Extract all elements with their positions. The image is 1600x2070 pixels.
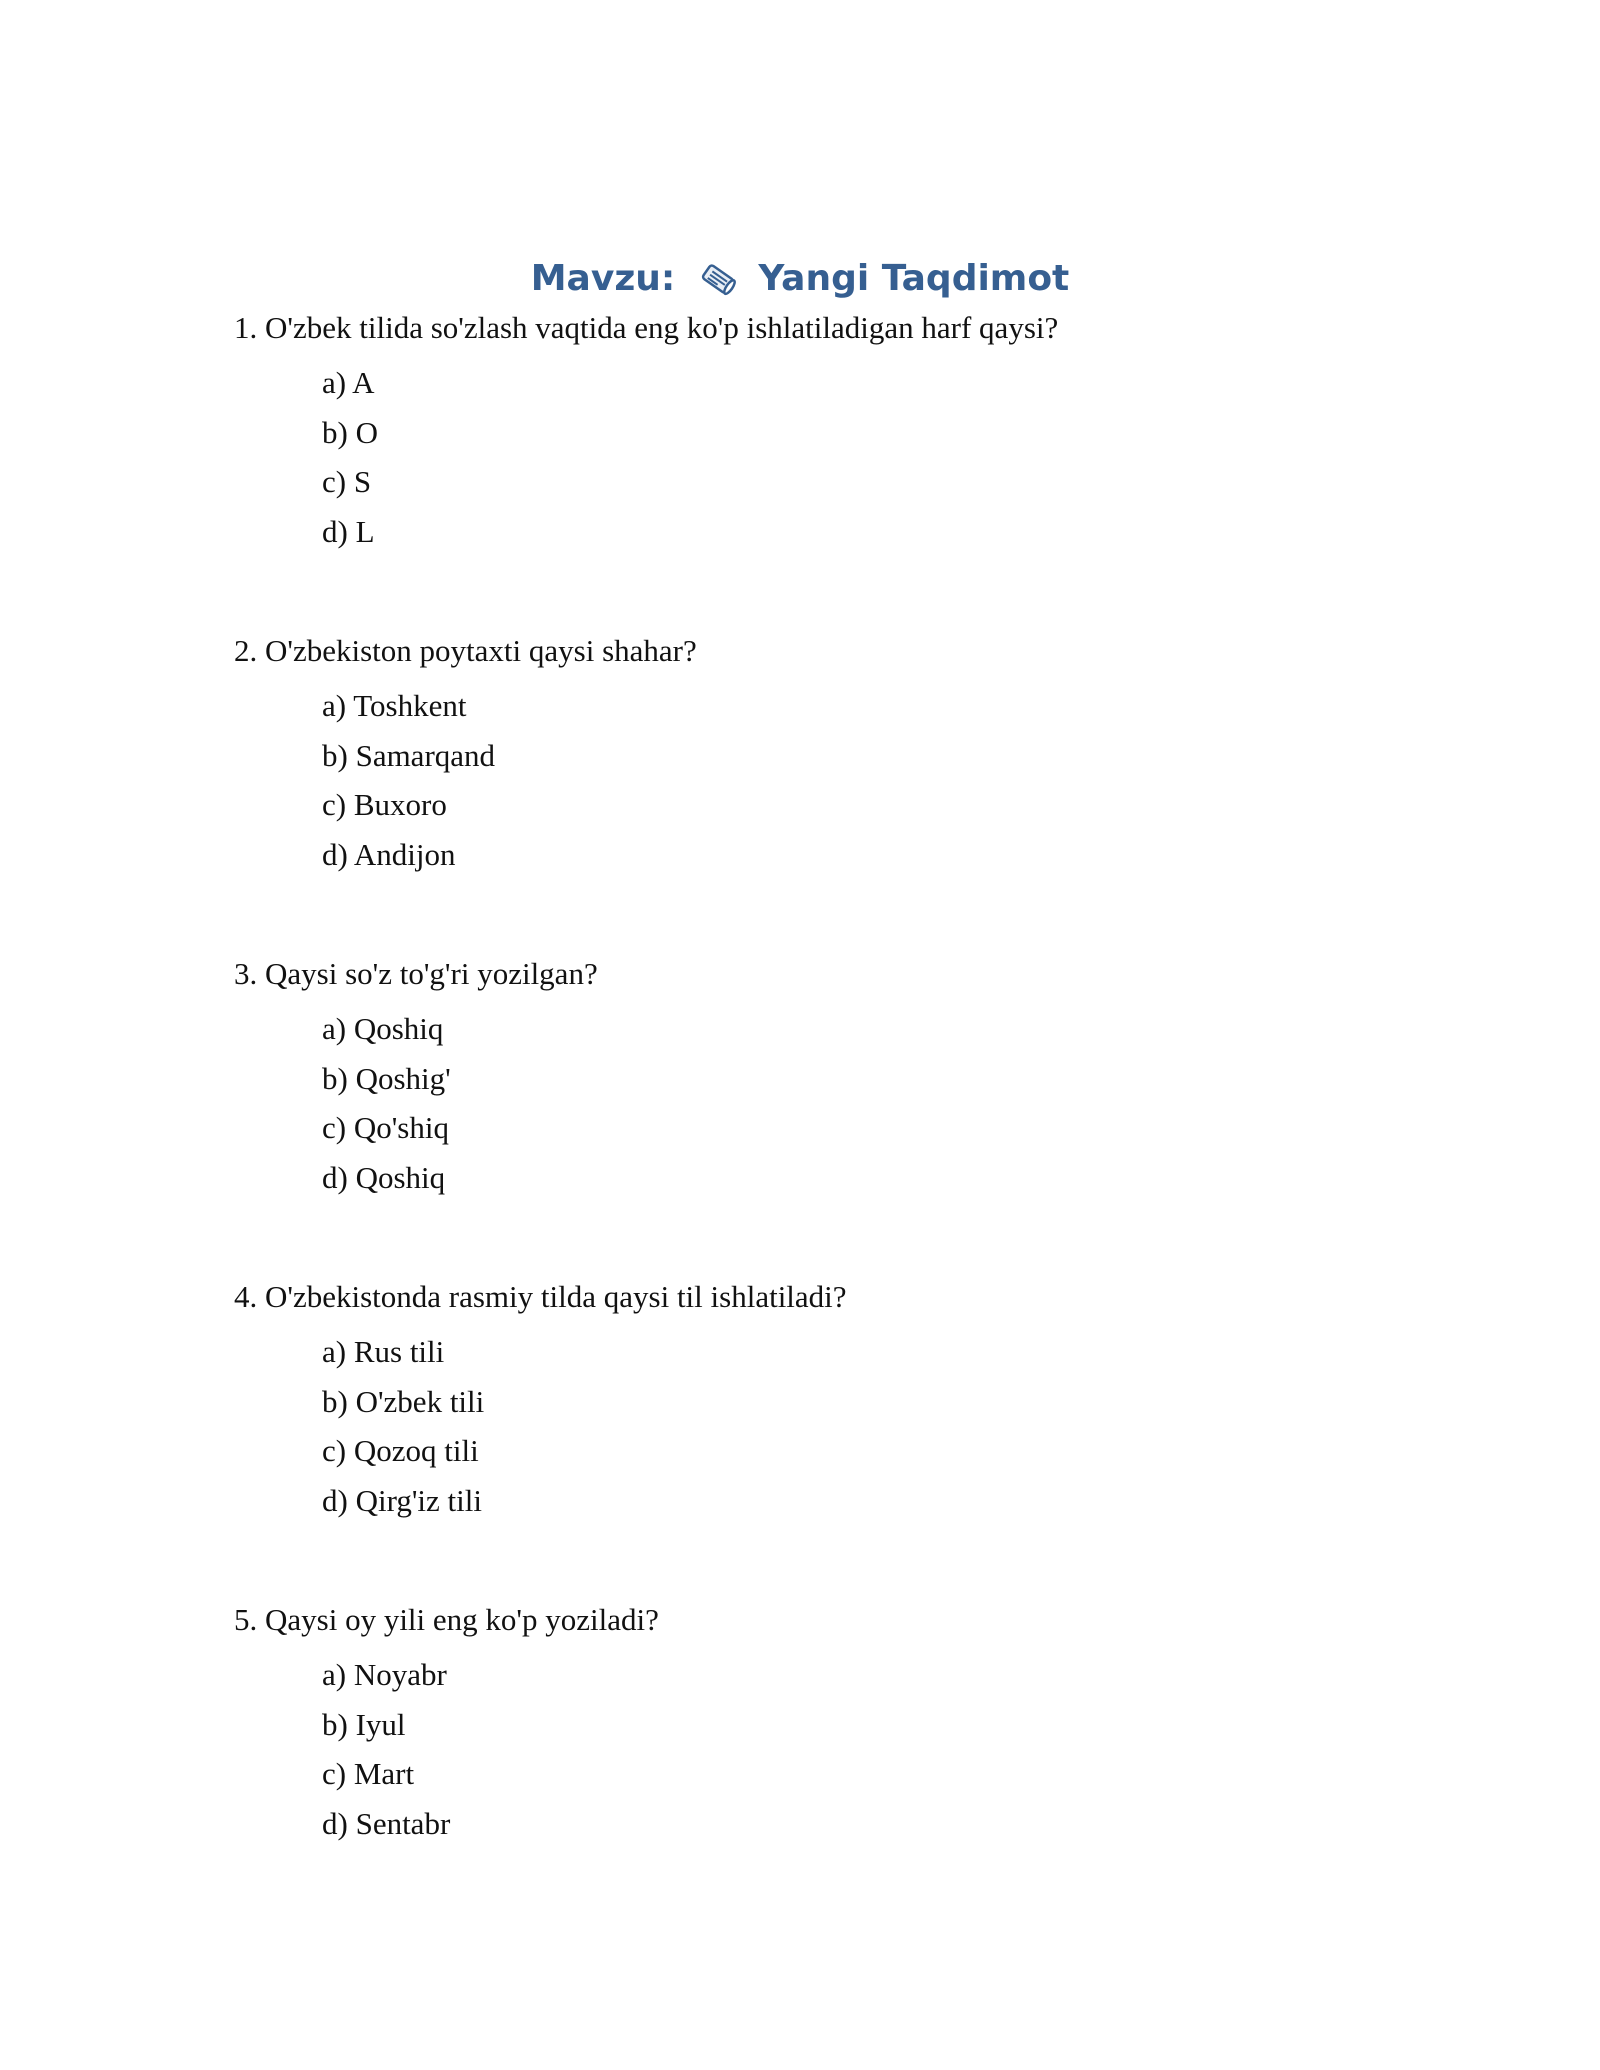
option-c: c) Qo'shiq [322, 1110, 449, 1145]
question-3 [234, 948, 1434, 1271]
option-d: d) L [322, 513, 375, 549]
option-a: a) Noyabr [322, 1657, 447, 1692]
option-c: c) Buxoro [322, 787, 447, 822]
option-c: c) Qozoq tili [322, 1433, 479, 1468]
option-b: b) Samarqand [322, 737, 496, 773]
option-a: a) Rus tili [322, 1334, 445, 1369]
question-text: 2. O'zbekiston poytaxti qaysi shahar? [234, 633, 697, 668]
option-d: d) Andijon [322, 836, 456, 872]
question-2 [234, 625, 1434, 948]
page-title [0, 252, 1600, 305]
option-list [322, 1327, 1434, 1525]
option-c: c) S [322, 464, 372, 499]
option-list [322, 681, 1434, 879]
option-b: b) Iyul [322, 1706, 406, 1742]
option-d: d) Qirg'iz tili [322, 1482, 482, 1518]
rolled-newspaper-icon [698, 259, 738, 299]
option-b: b) O'zbek tili [322, 1383, 485, 1419]
option-a: a) A [322, 365, 375, 400]
question-5 [234, 1594, 1434, 1917]
option-list [322, 1650, 1434, 1848]
question-1 [234, 302, 1434, 625]
title-text: Yangi Taqdimot [758, 258, 1070, 299]
question-4 [234, 1271, 1434, 1594]
question-text: 5. Qaysi oy yili eng ko'p yoziladi? [234, 1602, 659, 1637]
option-a: a) Toshkent [322, 688, 467, 723]
title-prefix: Mavzu: [530, 258, 676, 299]
option-d: d) Qoshiq [322, 1159, 446, 1195]
option-b: b) O [322, 414, 378, 450]
option-c: c) Mart [322, 1756, 415, 1791]
option-list [322, 1004, 1434, 1202]
option-b: b) Qoshig' [322, 1060, 451, 1096]
question-list [234, 302, 1434, 1917]
question-text: 4. O'zbekistonda rasmiy tilda qaysi til ishlatiladi? [234, 1279, 847, 1314]
option-a: a) Qoshiq [322, 1011, 444, 1046]
option-list [322, 358, 1434, 556]
question-text: 3. Qaysi so'z to'g'ri yozilgan? [234, 956, 598, 991]
question-text: 1. O'zbek tilida so'zlash vaqtida eng ko'p ishlatiladigan harf qaysi? [234, 310, 1059, 345]
option-d: d) Sentabr [322, 1805, 451, 1841]
